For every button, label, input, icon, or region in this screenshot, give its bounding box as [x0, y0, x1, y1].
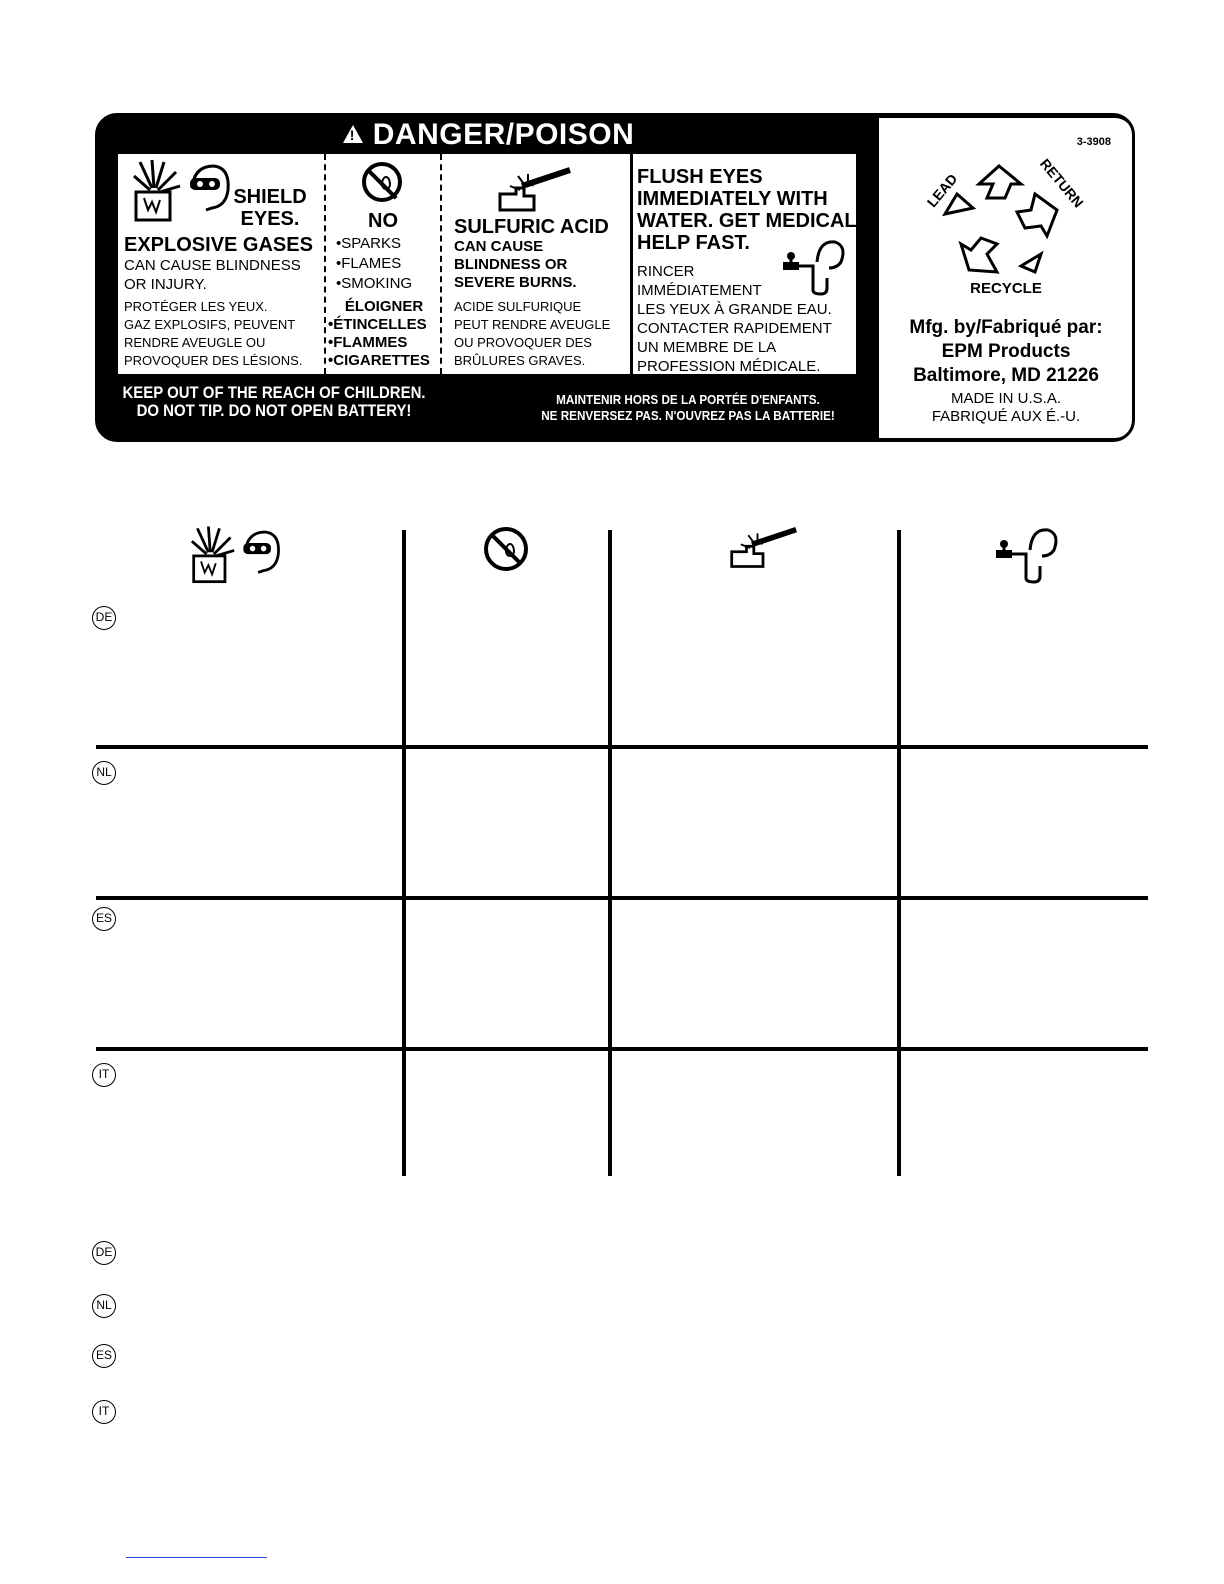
label-text-fr: •FLAMMES: [328, 334, 408, 351]
sulfuric-acid-heading: SULFURIC ACID: [454, 216, 609, 238]
label-text-fr: UN MEMBRE DE LA: [637, 339, 777, 356]
lang-badge-it: IT: [92, 1400, 116, 1424]
recycle-icon: [917, 154, 1087, 284]
lang-badge-de: DE: [92, 606, 116, 630]
acid-hand-icon: [726, 526, 800, 572]
label-text-fr: CONTACTER RAPIDEMENT: [637, 320, 832, 337]
sulfuric-acid-column: [440, 154, 630, 374]
flush-heading: FLUSH EYES: [637, 166, 763, 188]
label-text-fr: IMMÉDIATEMENT: [637, 282, 762, 299]
label-title: !DANGER/POISON: [98, 116, 879, 154]
label-text: CAN CAUSE: [454, 238, 544, 255]
lang-badge-de: DE: [92, 1241, 116, 1265]
label-text-fr: PROTÉGER LES YEUX.: [124, 299, 268, 314]
lang-badge-nl: NL: [92, 761, 116, 785]
label-text: BLINDNESS OR: [454, 256, 568, 273]
label-text-fr: PROFESSION MÉDICALE.: [637, 358, 821, 375]
label-panel: [118, 154, 856, 374]
recycle-lead-text: LEAD: [923, 170, 961, 211]
table-row-divider: [96, 745, 1148, 749]
no-heading: NO: [368, 210, 398, 232]
label-text-fr: BRÛLURES GRAVES.: [454, 353, 586, 368]
lang-badge-es: ES: [92, 907, 116, 931]
shield-eyes-column: [118, 154, 324, 374]
acid-hand-icon: [494, 166, 574, 216]
label-text-fr: RENDRE AVEUGLE OU: [124, 335, 266, 350]
warning-label: [95, 113, 1135, 442]
label-text: •FLAMES: [336, 255, 402, 272]
label-text-fr: OU PROVOQUER DES: [454, 335, 592, 350]
label-text-fr: ACIDE SULFURIQUE: [454, 299, 582, 314]
lang-badge-es: ES: [92, 1344, 116, 1368]
explosion-goggles-icon: [190, 524, 282, 586]
table-divider: [608, 530, 612, 1176]
explosive-gases-heading: EXPLOSIVE GASES: [124, 234, 313, 256]
no-flames-column: [324, 154, 440, 374]
eyes-heading: EYES.: [240, 208, 300, 230]
recycle-return-text: RETURN: [1037, 155, 1087, 211]
label-text: •SMOKING: [336, 275, 413, 292]
made-in-usa: MADE IN U.S.A.: [950, 390, 1062, 407]
flush-eyes-column: [630, 154, 856, 374]
made-in-usa-fr: FABRIQUÉ AUX É.-U.: [931, 408, 1081, 425]
manufacturer-address: Baltimore, MD 21226: [913, 365, 1099, 386]
footer-link-underline[interactable]: [126, 1557, 267, 1558]
no-flame-icon: [484, 527, 528, 571]
manufacturer-line: Mfg. by/Fabriqué par:: [909, 317, 1103, 338]
table-divider: [897, 530, 901, 1176]
label-text-fr: PEUT RENDRE AVEUGLE: [454, 317, 611, 332]
flush-heading: HELP FAST.: [637, 232, 750, 254]
children-warning-fr: MAINTENIR HORS DE LA PORTÉE D'ENFANTS. NE RENVERSEZ PAS. N'OUVREZ PAS LA BATTERIE!: [541, 392, 835, 423]
recycle-label: RECYCLE: [970, 280, 1042, 297]
label-code: 3-3908: [1076, 136, 1111, 148]
table-divider: [402, 530, 406, 1176]
label-text-fr: PROVOQUER DES LÉSIONS.: [124, 353, 303, 368]
children-warning-en: KEEP OUT OF THE REACH OF CHILDREN. DO NOT TIP. DO NOT OPEN BATTERY!: [122, 383, 426, 420]
label-text: SEVERE BURNS.: [454, 274, 577, 291]
label-text-fr: LES YEUX À GRANDE EAU.: [637, 301, 832, 318]
explosion-goggles-icon: [132, 158, 232, 224]
label-text-fr: RINCER: [637, 263, 695, 280]
no-flame-icon: [362, 162, 402, 202]
flush-heading: WATER. GET MEDICAL: [637, 210, 857, 232]
lang-badge-it: IT: [92, 1063, 116, 1087]
table-row-divider: [96, 1047, 1148, 1051]
label-text-fr: ÉLOIGNER: [344, 298, 424, 315]
label-text-fr: GAZ EXPLOSIFS, PEUVENT: [124, 317, 296, 332]
warning-triangle-icon: [343, 125, 363, 143]
label-text-fr: •CIGARETTES: [328, 352, 430, 369]
label-text-fr: •ÉTINCELLES: [328, 316, 427, 333]
label-text: OR INJURY.: [124, 276, 207, 293]
lang-badge-nl: NL: [92, 1294, 116, 1318]
flush-heading: IMMEDIATELY WITH: [637, 188, 828, 210]
eyewash-faucet-icon: [992, 520, 1062, 584]
label-text: •SPARKS: [336, 235, 401, 252]
recycle-panel: [879, 118, 1133, 438]
label-text: CAN CAUSE BLINDNESS: [124, 257, 301, 274]
table-row-divider: [96, 896, 1148, 900]
shield-heading: SHIELD: [233, 186, 307, 208]
manufacturer-name: EPM Products: [941, 341, 1071, 362]
